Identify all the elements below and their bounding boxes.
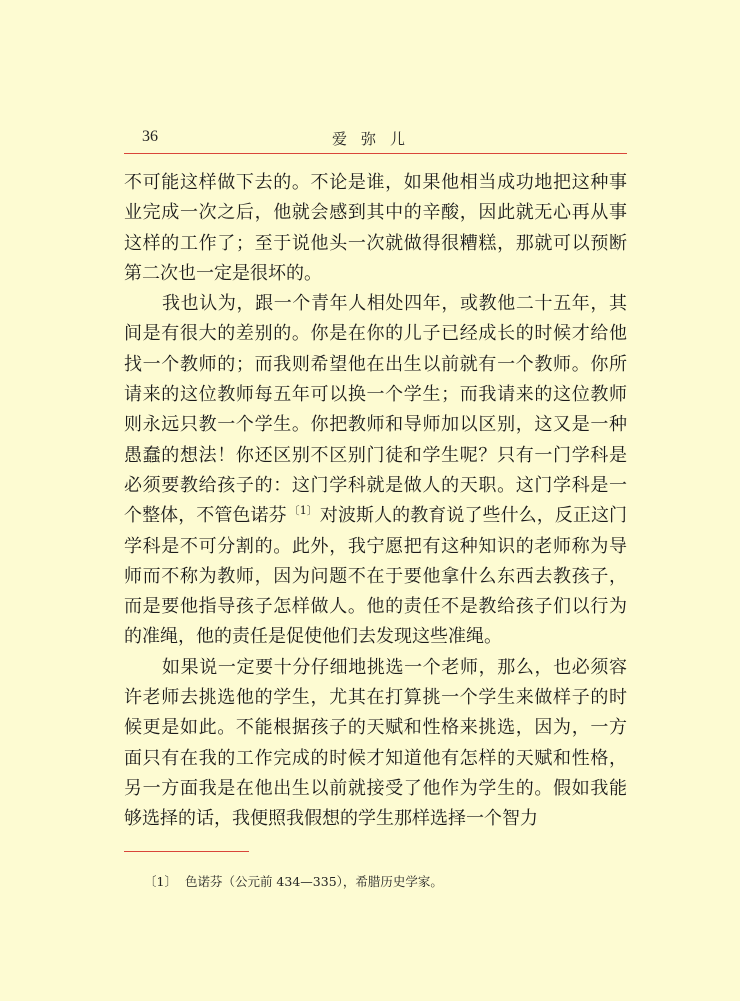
footnote-rule	[124, 851, 249, 852]
paragraph-2	[124, 289, 627, 653]
paragraph-2-text-before: 我也认为，跟一个青年人相处四年，或教他二十五年，其间是有很大的差别的。你是在你的儿子已经成长的时候才给他找一个教师的；而我则希望他在出生以前就有一个教师。你所请来的这位教师每五年可以换一个学生；而我请来的这位教师则永远只教一个学生。你把教师和导师加以区别，这又是一种愚蠢的想法！你还区别不区别门徒和学生呢？只有一门学科是必须要教给孩子的：这门学科就是做人的天职。这门学科是一个整体，不管色诺芬	[124, 293, 627, 527]
paragraph-1: 不可能这样做下去的。不论是谁，如果他相当成功地把这种事业完成一次之后，他就会感到其中的辛酸，因此就无心再从事这样的工作了；至于说他头一次就做得很糟糕，那就可以预断第二次也一定是很坏的。	[124, 172, 627, 284]
footnote-text: 色诺芬（公元前 434—335），希腊历史学家。	[184, 874, 443, 889]
page-number: 36	[142, 128, 158, 145]
page-header	[124, 122, 627, 152]
body-text	[124, 168, 627, 835]
footnote-reference[interactable]: 〔1〕	[288, 504, 318, 518]
running-title: 爱弥儿	[331, 130, 419, 148]
footnote-mark: 〔1〕	[144, 874, 177, 889]
paragraph-3: 如果说一定要十分仔细地挑选一个老师，那么，也必须容许老师去挑选他的学生，尤其在打算挑一个学生来做样子的时候更是如此。不能根据孩子的天赋和性格来挑选，因为，一方面只有在我的工作完成的时候才知道他有怎样的天赋和性格，另一方面我是在他出生以前就接受了他作为学生的。假如我能够选择的话，我便照我假想的学生那样选择一个智力	[124, 656, 627, 830]
paragraph-2-text-after: 对波斯人的教育说了些什么，反正这门学科是不可分割的。此外，我宁愿把有这种知识的老师称为导师而不称为教师，因为问题不在于要他拿什么东西去教孩子，而是要他指导孩子怎样做人。他的责任不是教给孩子们以行为的准绳，他的责任是促使他们去发现这些准绳。	[124, 505, 628, 648]
footnote	[144, 872, 624, 890]
header-rule	[124, 153, 627, 154]
